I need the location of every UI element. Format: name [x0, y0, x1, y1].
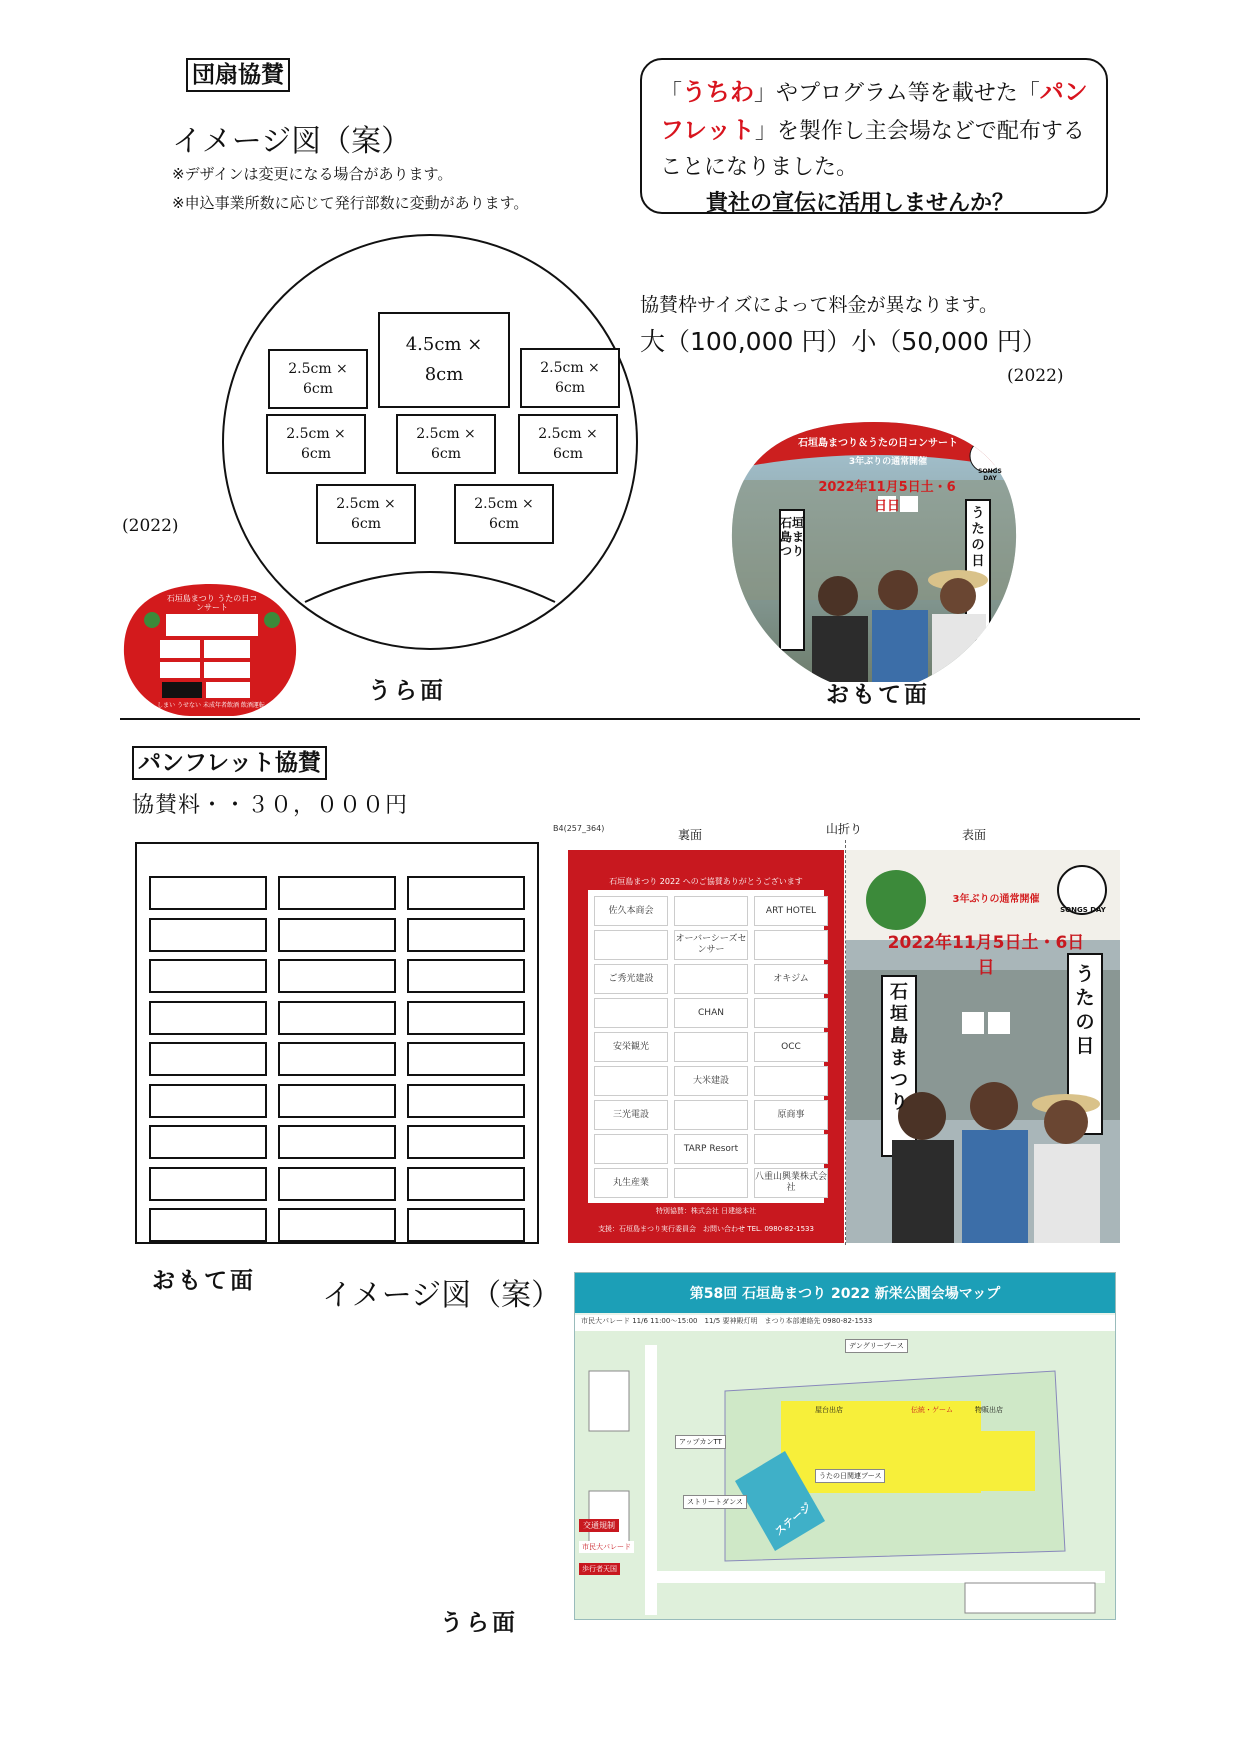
small-ad-slot: 2.5cm × 6cm [454, 484, 554, 544]
sponsor-slot [407, 1125, 525, 1159]
front-sub: 3年ぶりの通常開催 [848, 457, 928, 467]
sponsor-logo: 佐久本商会 [594, 896, 668, 926]
spread-left-sign: 石垣島まつり [890, 982, 908, 1113]
back-banner: 石垣島まつり うたの日コンサート [166, 594, 258, 612]
fee-prices: 大（100,000 円）小（50,000 円） [640, 327, 1047, 356]
sponsor-logo: オキジム [754, 964, 828, 994]
sponsor-logo [754, 1066, 828, 1096]
sponsor-slot [407, 1084, 525, 1118]
section-label-pamphlet: パンフレット協賛 [132, 746, 327, 780]
sponsor-logo [594, 1066, 668, 1096]
back-footer: しまい うせない 未成年者飲酒 飲酒運転 [157, 702, 265, 709]
sponsor-logo: 原商事 [754, 1100, 828, 1130]
small-ad-slot: 2.5cm × 6cm [268, 349, 368, 409]
sponsor-logo [594, 930, 668, 960]
sponsor-slot [278, 1125, 396, 1159]
sponsor-slot [149, 959, 267, 993]
sponsor-slot [149, 1042, 267, 1076]
sponsor-slot [149, 918, 267, 952]
sponsor-logo [594, 998, 668, 1028]
small-ad-slot: 2.5cm × 6cm [520, 348, 620, 408]
small-ad-slot: 2.5cm × 6cm [316, 484, 416, 544]
map-street-dance: ストリートダンス [683, 1495, 747, 1509]
spread-front-date: 2022年11月5日土・6日日 [887, 933, 1085, 978]
sponsor-slot [149, 876, 267, 910]
sponsor-logo [754, 930, 828, 960]
sponsor-slot [278, 959, 396, 993]
sponsor-logo: 三光電設 [594, 1100, 668, 1130]
spread-credit: 特別協賛：株式会社 日建総本社 [655, 1207, 757, 1215]
sponsor-slot [278, 1084, 396, 1118]
sponsor-slot [407, 1001, 525, 1035]
map-area-games: 伝統・ゲーム [911, 1406, 953, 1414]
issue-note: ※申込事業所数に応じて発行部数に変動があります。 [172, 194, 529, 212]
small-ad-slot: 2.5cm × 6cm [396, 414, 496, 474]
festival-map [574, 1272, 1116, 1620]
pamphlet-grid-diagram [135, 842, 539, 1244]
uchiwa-front-label: おもて面 [826, 682, 930, 708]
front-right-sign: うたの日 [971, 506, 985, 569]
sponsor-logo: ART HOTEL [754, 896, 828, 926]
sponsor-slot [149, 1125, 267, 1159]
sponsor-logo [674, 1100, 748, 1130]
sponsor-logo: 丸生産業 [594, 1168, 668, 1198]
map-stage: ステージ [772, 1500, 814, 1539]
map-parade: 市民大パレード [579, 1541, 634, 1553]
sponsor-slot [149, 1167, 267, 1201]
sponsor-logo [674, 1032, 748, 1062]
pamphlet-fee: 協賛料・・３０，０００円 [132, 793, 409, 818]
sponsor-logo: TARP Resort [674, 1134, 748, 1164]
spread-contact: 支援：石垣島まつり実行委員会 お問い合わせ TEL. 0980-82-1533 [598, 1225, 814, 1233]
callout-line-3: ことになりました。 [660, 155, 859, 180]
sponsor-logo [674, 964, 748, 994]
sponsor-slot [407, 876, 525, 910]
design-note: ※デザインは変更になる場合があります。 [172, 165, 453, 183]
sponsor-logo [754, 1134, 828, 1164]
sponsor-slot [278, 1042, 396, 1076]
map-area-goods: 物販出店 [975, 1406, 1003, 1414]
spread-front-sub: 3年ぶりの通常開催 [952, 894, 1040, 905]
sponsor-slot [278, 1167, 396, 1201]
sponsor-slot [149, 1084, 267, 1118]
spread-front-side: 表面 [962, 828, 987, 842]
map-pedestrian: 歩行者天国 [579, 1563, 620, 1575]
sponsor-logo [594, 1134, 668, 1164]
callout-line-2: フレット」を製作し主会場などで配布する [660, 116, 1085, 144]
sponsor-slot [278, 1208, 396, 1242]
map-info: 市民大パレード 11/6 11:00〜15:00 11/5 要神殿灯明 まつり本部連絡先 0980-82-1533 [581, 1317, 873, 1325]
map-booth-dengry: デングリーブース [845, 1339, 908, 1353]
map-apache: アップカンTT [675, 1435, 726, 1449]
sponsor-logo [674, 896, 748, 926]
sponsor-logo [754, 998, 828, 1028]
callout-line-4: 貴社の宣伝に活用しませんか？ [706, 191, 1015, 216]
large-ad-slot: 4.5cm × 8cm [378, 312, 510, 408]
front-banner: 石垣島まつり＆うたの日コンサート [798, 438, 958, 449]
spread-thanks: 石垣島まつり 2022 へのご協賛ありがとうございます [609, 877, 803, 886]
sponsor-slot [278, 918, 396, 952]
sponsor-logo [674, 1168, 748, 1198]
sponsor-logo: CHAN [674, 998, 748, 1028]
map-booth-utanohi: うたの日関連ブース [815, 1469, 885, 1483]
uchiwa-front-photo [728, 420, 1020, 684]
sponsor-logo: OCC [754, 1032, 828, 1062]
front-date: 2022年11月5日土・6日日 [818, 480, 956, 514]
spread-back-side: 裏面 [678, 828, 703, 842]
sponsor-slot [407, 1208, 525, 1242]
sponsor-logo: 安栄観光 [594, 1032, 668, 1062]
sponsor-slot [407, 1167, 525, 1201]
spread-back-page [568, 850, 844, 1243]
sponsor-logo: ご秀光建設 [594, 964, 668, 994]
sponsor-slot [407, 959, 525, 993]
pamphlet-front-label: おもて面 [152, 1268, 256, 1294]
section-divider [120, 718, 1140, 720]
sponsor-logo: 八重山興業株式会社 [754, 1168, 828, 1198]
sponsor-slot [278, 876, 396, 910]
uchiwa-back-sample [120, 582, 300, 722]
spread-songs-day: SONGS DAY [1060, 906, 1106, 914]
callout-box [640, 58, 1108, 214]
spread-front-page [846, 850, 1120, 1243]
spread-fold: 山折り [826, 822, 863, 836]
sponsor-logo: 大米建設 [674, 1066, 748, 1096]
small-ad-slot: 2.5cm × 6cm [266, 414, 366, 474]
sponsor-slot [407, 1042, 525, 1076]
fee-note: 協賛枠サイズによって料金が異なります。 [640, 294, 998, 316]
callout-line-1: 「うちわ」やプログラム等を載せた「パン [660, 78, 1088, 106]
sponsor-slot [149, 1001, 267, 1035]
uchiwa-image-title: イメージ図（案） [172, 124, 412, 159]
front-songs-day: SONGS DAY [978, 468, 1002, 482]
sponsor-slot [278, 1001, 396, 1035]
map-area-stalls: 屋台出店 [815, 1406, 843, 1414]
spread-right-sign: うたの日 [1075, 963, 1095, 1057]
uchiwa-back-label: うら面 [368, 678, 446, 704]
map-traffic: 交通規制 [579, 1519, 619, 1532]
year-label-right: (2022) [1007, 366, 1064, 386]
sponsor-slot [149, 1208, 267, 1242]
spread-size-code: B4(257_364) [553, 824, 605, 833]
sponsor-logo: オーバーシーズセンサー [674, 930, 748, 960]
pamphlet-back-label: うら面 [440, 1610, 518, 1636]
small-ad-slot: 2.5cm × 6cm [518, 414, 618, 474]
year-label-left: (2022) [122, 516, 179, 536]
map-title: 第58回 石垣島まつり 2022 新栄公園会場マップ [689, 1286, 1001, 1302]
pamphlet-image-title: イメージ図（案） [322, 1278, 562, 1313]
front-left-sign: 石垣島まつり [780, 516, 805, 558]
section-label-uchiwa: 団扇協賛 [186, 58, 290, 92]
sponsor-slot [407, 918, 525, 952]
